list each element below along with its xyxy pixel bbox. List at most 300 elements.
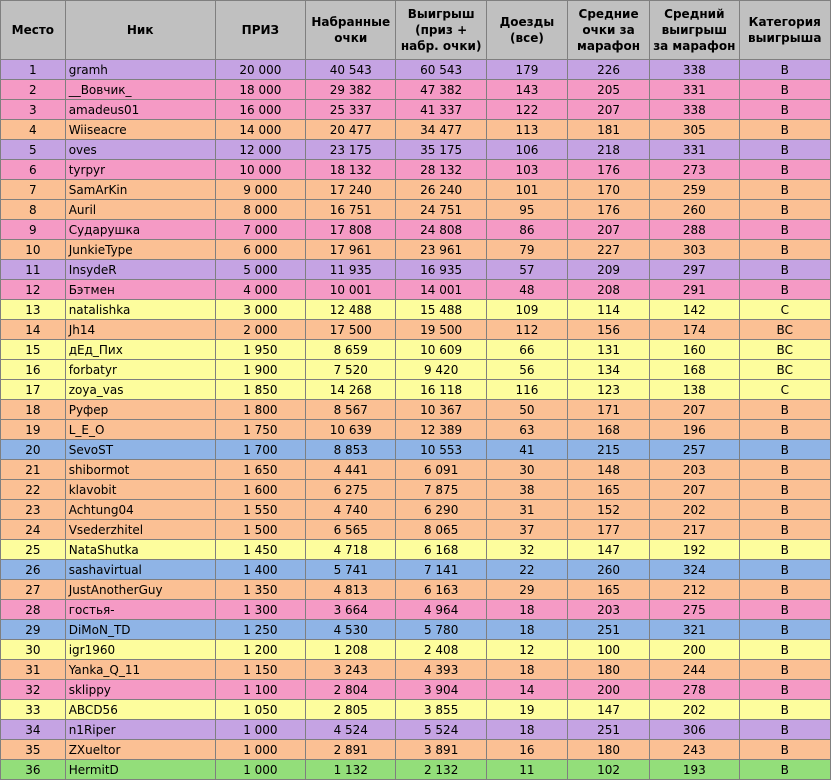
runs-cell: 95 (486, 200, 567, 220)
header-prize: ПРИЗ (215, 1, 305, 60)
place-cell: 1 (1, 60, 66, 80)
place-cell: 30 (1, 640, 66, 660)
header-row (1, 1, 831, 60)
points-cell: 8 567 (306, 400, 396, 420)
category-cell: B (739, 640, 830, 660)
nick-cell: DiMoN_TD (65, 620, 215, 640)
win-cell: 2 408 (396, 640, 486, 660)
win-cell: 24 751 (396, 200, 486, 220)
points-cell: 7 520 (306, 360, 396, 380)
avg-points-cell: 226 (567, 60, 649, 80)
place-cell: 28 (1, 600, 66, 620)
avg-points-cell: 218 (567, 140, 649, 160)
win-cell: 6 163 (396, 580, 486, 600)
points-cell: 10 001 (306, 280, 396, 300)
win-cell: 26 240 (396, 180, 486, 200)
avg-points-cell: 205 (567, 80, 649, 100)
table-row (1, 80, 831, 100)
points-cell: 4 813 (306, 580, 396, 600)
avg-win-cell: 207 (650, 400, 739, 420)
avg-points-cell: 152 (567, 500, 649, 520)
place-cell: 20 (1, 440, 66, 460)
points-cell: 4 524 (306, 720, 396, 740)
category-cell: B (739, 460, 830, 480)
prize-cell: 16 000 (215, 100, 305, 120)
prize-cell: 1 500 (215, 520, 305, 540)
avg-points-cell: 215 (567, 440, 649, 460)
avg-win-cell: 260 (650, 200, 739, 220)
table-row (1, 640, 831, 660)
avg-points-cell: 147 (567, 540, 649, 560)
win-cell: 3 904 (396, 680, 486, 700)
prize-cell: 1 450 (215, 540, 305, 560)
place-cell: 14 (1, 320, 66, 340)
runs-cell: 29 (486, 580, 567, 600)
category-cell: B (739, 80, 830, 100)
avg-win-cell: 306 (650, 720, 739, 740)
table-row (1, 540, 831, 560)
avg-win-cell: 324 (650, 560, 739, 580)
nick-cell: JunkieType (65, 240, 215, 260)
category-cell: BC (739, 340, 830, 360)
avg-points-cell: 147 (567, 700, 649, 720)
points-cell: 11 935 (306, 260, 396, 280)
table-row (1, 200, 831, 220)
prize-cell: 12 000 (215, 140, 305, 160)
avg-win-cell: 168 (650, 360, 739, 380)
avg-win-cell: 291 (650, 280, 739, 300)
nick-cell: sklippy (65, 680, 215, 700)
nick-cell: NataShutka (65, 540, 215, 560)
nick-cell: Auril (65, 200, 215, 220)
table-row (1, 220, 831, 240)
nick-cell: natalishka (65, 300, 215, 320)
avg-points-cell: 171 (567, 400, 649, 420)
nick-cell: ABCD56 (65, 700, 215, 720)
nick-cell: L_E_O (65, 420, 215, 440)
avg-win-cell: 297 (650, 260, 739, 280)
place-cell: 35 (1, 740, 66, 760)
prize-cell: 8 000 (215, 200, 305, 220)
avg-points-cell: 102 (567, 760, 649, 780)
points-cell: 17 240 (306, 180, 396, 200)
avg-points-cell: 176 (567, 160, 649, 180)
points-cell: 40 543 (306, 60, 396, 80)
runs-cell: 86 (486, 220, 567, 240)
place-cell: 21 (1, 460, 66, 480)
nick-cell: forbatyr (65, 360, 215, 380)
prize-cell: 1 650 (215, 460, 305, 480)
avg-points-cell: 148 (567, 460, 649, 480)
avg-win-cell: 200 (650, 640, 739, 660)
points-cell: 25 337 (306, 100, 396, 120)
win-cell: 7 875 (396, 480, 486, 500)
prize-cell: 7 000 (215, 220, 305, 240)
win-cell: 3 855 (396, 700, 486, 720)
category-cell: B (739, 60, 830, 80)
nick-cell: дЕд_Пих (65, 340, 215, 360)
avg-win-cell: 193 (650, 760, 739, 780)
table-body (1, 60, 831, 780)
avg-points-cell: 177 (567, 520, 649, 540)
place-cell: 33 (1, 700, 66, 720)
win-cell: 10 609 (396, 340, 486, 360)
runs-cell: 18 (486, 600, 567, 620)
runs-cell: 63 (486, 420, 567, 440)
win-cell: 2 132 (396, 760, 486, 780)
prize-cell: 1 600 (215, 480, 305, 500)
category-cell: B (739, 420, 830, 440)
nick-cell: HermitD (65, 760, 215, 780)
avg-win-cell: 275 (650, 600, 739, 620)
place-cell: 2 (1, 80, 66, 100)
table-row (1, 720, 831, 740)
place-cell: 7 (1, 180, 66, 200)
avg-win-cell: 259 (650, 180, 739, 200)
runs-cell: 37 (486, 520, 567, 540)
win-cell: 23 961 (396, 240, 486, 260)
points-cell: 1 132 (306, 760, 396, 780)
category-cell: B (739, 740, 830, 760)
runs-cell: 11 (486, 760, 567, 780)
table-row (1, 680, 831, 700)
points-cell: 6 275 (306, 480, 396, 500)
nick-cell: n1Riper (65, 720, 215, 740)
runs-cell: 103 (486, 160, 567, 180)
place-cell: 24 (1, 520, 66, 540)
runs-cell: 38 (486, 480, 567, 500)
nick-cell: klavobit (65, 480, 215, 500)
avg-points-cell: 100 (567, 640, 649, 660)
avg-points-cell: 203 (567, 600, 649, 620)
prize-cell: 20 000 (215, 60, 305, 80)
table-row (1, 120, 831, 140)
header-win: Выигрыш (приз + набр. очки) (396, 1, 486, 60)
avg-points-cell: 165 (567, 580, 649, 600)
points-cell: 4 740 (306, 500, 396, 520)
table-row (1, 420, 831, 440)
table-row (1, 380, 831, 400)
win-cell: 12 389 (396, 420, 486, 440)
win-cell: 6 290 (396, 500, 486, 520)
nick-cell: ZXueltor (65, 740, 215, 760)
category-cell: B (739, 440, 830, 460)
prize-cell: 1 150 (215, 660, 305, 680)
header-avg-points: Средние очки за марафон (567, 1, 649, 60)
table-row (1, 440, 831, 460)
category-cell: B (739, 240, 830, 260)
table-header (1, 1, 831, 60)
avg-win-cell: 257 (650, 440, 739, 460)
table-row (1, 460, 831, 480)
category-cell: B (739, 680, 830, 700)
prize-cell: 1 700 (215, 440, 305, 460)
table-row (1, 700, 831, 720)
category-cell: B (739, 600, 830, 620)
nick-cell: oves (65, 140, 215, 160)
points-cell: 29 382 (306, 80, 396, 100)
prize-cell: 18 000 (215, 80, 305, 100)
points-cell: 12 488 (306, 300, 396, 320)
place-cell: 36 (1, 760, 66, 780)
runs-cell: 50 (486, 400, 567, 420)
place-cell: 23 (1, 500, 66, 520)
points-cell: 14 268 (306, 380, 396, 400)
table-row (1, 740, 831, 760)
category-cell: C (739, 380, 830, 400)
category-cell: B (739, 260, 830, 280)
win-cell: 19 500 (396, 320, 486, 340)
avg-win-cell: 278 (650, 680, 739, 700)
win-cell: 47 382 (396, 80, 486, 100)
prize-cell: 1 300 (215, 600, 305, 620)
avg-win-cell: 338 (650, 60, 739, 80)
avg-points-cell: 114 (567, 300, 649, 320)
place-cell: 15 (1, 340, 66, 360)
runs-cell: 22 (486, 560, 567, 580)
category-cell: B (739, 180, 830, 200)
runs-cell: 179 (486, 60, 567, 80)
avg-points-cell: 180 (567, 740, 649, 760)
points-cell: 2 804 (306, 680, 396, 700)
win-cell: 7 141 (396, 560, 486, 580)
nick-cell: Jh14 (65, 320, 215, 340)
category-cell: BC (739, 360, 830, 380)
header-nick: Ник (65, 1, 215, 60)
prize-cell: 4 000 (215, 280, 305, 300)
nick-cell: SevoST (65, 440, 215, 460)
win-cell: 28 132 (396, 160, 486, 180)
prize-cell: 1 000 (215, 760, 305, 780)
avg-win-cell: 305 (650, 120, 739, 140)
prize-cell: 1 900 (215, 360, 305, 380)
runs-cell: 56 (486, 360, 567, 380)
category-cell: B (739, 760, 830, 780)
category-cell: B (739, 540, 830, 560)
runs-cell: 18 (486, 720, 567, 740)
win-cell: 6 091 (396, 460, 486, 480)
nick-cell: amadeus01 (65, 100, 215, 120)
points-cell: 5 741 (306, 560, 396, 580)
win-cell: 6 168 (396, 540, 486, 560)
avg-points-cell: 208 (567, 280, 649, 300)
win-cell: 16 118 (396, 380, 486, 400)
runs-cell: 79 (486, 240, 567, 260)
points-cell: 17 961 (306, 240, 396, 260)
place-cell: 11 (1, 260, 66, 280)
runs-cell: 122 (486, 100, 567, 120)
avg-points-cell: 260 (567, 560, 649, 580)
avg-win-cell: 321 (650, 620, 739, 640)
avg-win-cell: 331 (650, 80, 739, 100)
avg-points-cell: 251 (567, 720, 649, 740)
avg-win-cell: 142 (650, 300, 739, 320)
runs-cell: 113 (486, 120, 567, 140)
avg-win-cell: 203 (650, 460, 739, 480)
points-cell: 4 718 (306, 540, 396, 560)
prize-cell: 3 000 (215, 300, 305, 320)
avg-points-cell: 156 (567, 320, 649, 340)
table-row (1, 360, 831, 380)
nick-cell: Руфер (65, 400, 215, 420)
prize-cell: 1 200 (215, 640, 305, 660)
nick-cell: InsydeR (65, 260, 215, 280)
nick-cell: Yanka_Q_11 (65, 660, 215, 680)
points-cell: 17 500 (306, 320, 396, 340)
avg-win-cell: 273 (650, 160, 739, 180)
runs-cell: 32 (486, 540, 567, 560)
runs-cell: 143 (486, 80, 567, 100)
nick-cell: igr1960 (65, 640, 215, 660)
table-row (1, 480, 831, 500)
category-cell: B (739, 660, 830, 680)
table-row (1, 320, 831, 340)
avg-points-cell: 180 (567, 660, 649, 680)
avg-win-cell: 174 (650, 320, 739, 340)
nick-cell: JustAnotherGuy (65, 580, 215, 600)
table-row (1, 760, 831, 780)
points-cell: 10 639 (306, 420, 396, 440)
avg-points-cell: 209 (567, 260, 649, 280)
category-cell: B (739, 200, 830, 220)
avg-points-cell: 251 (567, 620, 649, 640)
runs-cell: 12 (486, 640, 567, 660)
place-cell: 25 (1, 540, 66, 560)
table-row (1, 340, 831, 360)
place-cell: 18 (1, 400, 66, 420)
avg-win-cell: 303 (650, 240, 739, 260)
prize-cell: 1 550 (215, 500, 305, 520)
table-row (1, 100, 831, 120)
category-cell: B (739, 140, 830, 160)
place-cell: 31 (1, 660, 66, 680)
place-cell: 34 (1, 720, 66, 740)
prize-cell: 1 350 (215, 580, 305, 600)
place-cell: 26 (1, 560, 66, 580)
prize-cell: 1 050 (215, 700, 305, 720)
avg-win-cell: 192 (650, 540, 739, 560)
header-runs: Доезды (все) (486, 1, 567, 60)
prize-cell: 1 950 (215, 340, 305, 360)
category-cell: B (739, 580, 830, 600)
nick-cell: sashavirtual (65, 560, 215, 580)
runs-cell: 112 (486, 320, 567, 340)
win-cell: 41 337 (396, 100, 486, 120)
place-cell: 5 (1, 140, 66, 160)
prize-cell: 1 400 (215, 560, 305, 580)
nick-cell: SamArKin (65, 180, 215, 200)
avg-win-cell: 196 (650, 420, 739, 440)
prize-cell: 1 250 (215, 620, 305, 640)
prize-cell: 1 800 (215, 400, 305, 420)
category-cell: B (739, 720, 830, 740)
avg-win-cell: 243 (650, 740, 739, 760)
win-cell: 35 175 (396, 140, 486, 160)
prize-cell: 10 000 (215, 160, 305, 180)
category-cell: B (739, 120, 830, 140)
avg-win-cell: 138 (650, 380, 739, 400)
category-cell: B (739, 280, 830, 300)
category-cell: BC (739, 320, 830, 340)
win-cell: 4 393 (396, 660, 486, 680)
points-cell: 1 208 (306, 640, 396, 660)
prize-cell: 1 750 (215, 420, 305, 440)
place-cell: 12 (1, 280, 66, 300)
table-row (1, 240, 831, 260)
place-cell: 22 (1, 480, 66, 500)
avg-win-cell: 202 (650, 500, 739, 520)
category-cell: B (739, 160, 830, 180)
prize-cell: 1 100 (215, 680, 305, 700)
win-cell: 10 367 (396, 400, 486, 420)
win-cell: 4 964 (396, 600, 486, 620)
win-cell: 34 477 (396, 120, 486, 140)
place-cell: 13 (1, 300, 66, 320)
runs-cell: 66 (486, 340, 567, 360)
avg-points-cell: 170 (567, 180, 649, 200)
points-cell: 4 530 (306, 620, 396, 640)
header-place: Место (1, 1, 66, 60)
avg-points-cell: 181 (567, 120, 649, 140)
nick-cell: gramh (65, 60, 215, 80)
runs-cell: 109 (486, 300, 567, 320)
runs-cell: 16 (486, 740, 567, 760)
table-row (1, 180, 831, 200)
avg-win-cell: 217 (650, 520, 739, 540)
category-cell: C (739, 300, 830, 320)
nick-cell: __Вовчик_ (65, 80, 215, 100)
points-cell: 3 243 (306, 660, 396, 680)
points-cell: 2 805 (306, 700, 396, 720)
win-cell: 60 543 (396, 60, 486, 80)
category-cell: B (739, 520, 830, 540)
place-cell: 17 (1, 380, 66, 400)
table-row (1, 600, 831, 620)
runs-cell: 101 (486, 180, 567, 200)
runs-cell: 19 (486, 700, 567, 720)
category-cell: B (739, 700, 830, 720)
win-cell: 5 780 (396, 620, 486, 640)
runs-cell: 41 (486, 440, 567, 460)
place-cell: 32 (1, 680, 66, 700)
place-cell: 3 (1, 100, 66, 120)
avg-points-cell: 176 (567, 200, 649, 220)
avg-win-cell: 288 (650, 220, 739, 240)
place-cell: 9 (1, 220, 66, 240)
prize-cell: 2 000 (215, 320, 305, 340)
avg-points-cell: 207 (567, 220, 649, 240)
table-row (1, 260, 831, 280)
runs-cell: 18 (486, 620, 567, 640)
avg-points-cell: 131 (567, 340, 649, 360)
prize-cell: 14 000 (215, 120, 305, 140)
place-cell: 10 (1, 240, 66, 260)
win-cell: 3 891 (396, 740, 486, 760)
category-cell: B (739, 480, 830, 500)
avg-points-cell: 227 (567, 240, 649, 260)
place-cell: 29 (1, 620, 66, 640)
points-cell: 3 664 (306, 600, 396, 620)
table-row (1, 660, 831, 680)
prize-cell: 5 000 (215, 260, 305, 280)
place-cell: 16 (1, 360, 66, 380)
category-cell: B (739, 400, 830, 420)
avg-points-cell: 168 (567, 420, 649, 440)
nick-cell: shibormot (65, 460, 215, 480)
place-cell: 6 (1, 160, 66, 180)
runs-cell: 116 (486, 380, 567, 400)
nick-cell: Wiiseacre (65, 120, 215, 140)
